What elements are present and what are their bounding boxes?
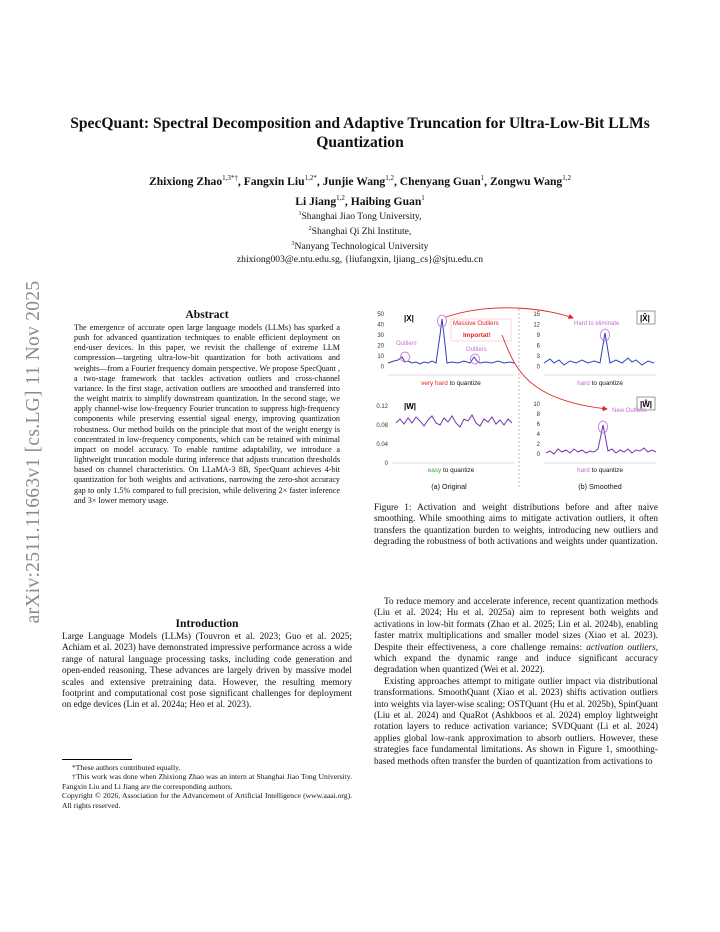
figure-caption: Figure 1: Activation and weight distributions before and after naive smoothing. While smoothing aims to mitigate activation outliers, it often transfers the quantization burden to weights, introducing new outliers and degrading the robustness of both activations and weights under quantization. — [374, 503, 658, 548]
author: Junjie Wang$^{1,2}$ — [322, 174, 394, 188]
author: Zhixiong Zhao$^{1,3*\dagger}$ — [149, 174, 238, 188]
outliers-label: Outliers — [396, 341, 417, 347]
important-label: Importat! — [463, 332, 491, 339]
panel-activation-original — [377, 312, 514, 387]
author: Zongwu Wang$^{1,2}$ — [489, 174, 571, 188]
paper-title: SpecQuant: Spectral Decomposition and Adaptive Truncation for Ultra-Low-Bit LLMs Quantization — [70, 115, 650, 151]
transfer-arrow — [446, 308, 573, 318]
tick-label: 50 — [377, 312, 384, 318]
affiliation: $^2$Shanghai Qi Zhi Institute, — [308, 226, 412, 238]
difficulty-caption: easy to quantize — [427, 467, 475, 474]
affiliation: $^1$Shanghai Jiao Tong University, — [298, 211, 422, 223]
tick-label: 2 — [536, 442, 540, 448]
intro-paragraph-2: To reduce memory and accelerate inference, recent quantization methods (Liu et al. 2024; Hu et al. 2025a) aim to represent both weights and activations in low-bit formats (Zhao et al. 2025; Lin et al. 2024b), enabling faster matrix multiplications and smaller model sizes (Xiao et al. 2023). Despite their effectiveness, a core challenge remains: activation outliers, which expand the dynamic range and induce significant accuracy degradation when quantized (Wei et al. 2022). — [374, 597, 658, 676]
panel-label: |Ŵ| — [640, 400, 653, 409]
tick-label: 0.08 — [376, 423, 388, 429]
difficulty-caption: very hard to quantize — [421, 380, 481, 387]
footnotes — [62, 759, 352, 810]
tick-label: 12 — [533, 322, 540, 329]
tick-label: 20 — [377, 343, 384, 350]
tick-label: 0.04 — [376, 442, 388, 448]
tick-label: 0 — [536, 364, 540, 371]
tick-label: 10 — [377, 354, 384, 360]
arxiv-stamp — [14, 262, 54, 642]
panel-weight-original — [376, 402, 514, 474]
tick-label: 0 — [384, 461, 388, 467]
tick-label: 8 — [536, 412, 540, 418]
weight-line — [396, 415, 512, 427]
intro-paragraph-3: Existing approaches attempt to mitigate outlier impact via distributional transformations. SmoothQuant (Xiao et al. 2023) shifts activation outliers into weights via layer-wise scaling; OSTQuant (Hu et al. 2025b), SpinQuant (Liu et al. 2024) and QuaRot (Ashkboos et al. 2024) employ lightweight rotation layers to reduce activation variance; SVDQuant (Li et al. 2024) applies global low-rank approximation to absorb outliers. However, these strategies face fundamental limitations. As shown in Figure 1, smoothing-based methods often transfer the burden of quantization from activations to — [374, 676, 658, 767]
panel-label: |W| — [404, 402, 417, 411]
emails: zhixiong003@e.ntu.edu.sg, {liufangxin, ljiang_cs}@sjtu.edu.cn — [236, 253, 484, 265]
tick-label: 9 — [536, 333, 540, 339]
activation-line — [544, 333, 654, 365]
x-axis-ticks — [533, 312, 540, 371]
panel-label: |X| — [404, 314, 414, 323]
tick-label: 40 — [377, 322, 384, 329]
footnote: *These authors contributed equally. — [72, 763, 181, 772]
difficulty-caption: hard to quantize — [577, 467, 623, 474]
author: Haibing Guan$^1$ — [350, 193, 425, 208]
author: Fangxin Liu$^{1,2*}$ — [243, 174, 317, 188]
tick-label: 0 — [536, 452, 540, 458]
arxiv-id: arXiv:2511.11663v1 [cs.LG] 11 Nov 2025 — [23, 280, 44, 624]
intro-paragraph-1: Large Language Models (LLMs) (Touvron et al. 2023; Guo et al. 2025; Achiam et al. 2023) have demonstrated impressive performance across a wide range of natural language processing tasks, including code generation and open-ended reasoning. These advances are largely driven by massive model scales and extensive pretraining data. However, the resulting memory footprint and computational cost pose significant challenges for deployment on edge devices (Lin et al. 2024a; Heo et al. 2023). — [62, 632, 352, 711]
footnote-rule — [62, 759, 132, 760]
intro-right-column — [374, 597, 658, 768]
tick-label: 6 — [536, 343, 540, 350]
x-axis-ticks — [533, 402, 540, 458]
subfigure-caption: (a) Original — [431, 482, 467, 491]
new-outliers-label: New Outliers — [612, 408, 647, 414]
outliers-label: Outliers — [466, 347, 487, 353]
panel-weight-smoothed — [533, 397, 656, 474]
affiliation: $^3$Nanyang Technological University — [291, 241, 429, 253]
tick-label: 0.12 — [376, 404, 388, 410]
tick-label: 30 — [377, 333, 384, 339]
difficulty-caption: hard to quantize — [577, 380, 623, 387]
abstract-heading: Abstract — [185, 308, 229, 321]
hard-to-eliminate-label: Hard to eliminate — [574, 321, 620, 327]
abstract-text: The emergence of accurate open large language models (LLMs) has sparked a push for advanced quantization techniques to enable efficient deployment on end-user devices. In this paper, we revisit the challenge of extreme LLM compression—targeting ultra-low-bit quantization for both activations and weights—from a Fourier frequency domain perspective. We propose SpecQuant , a two-stage framework that tackles activation outliers and cross-channel variance. In the first stage, activation outliers are smoothed and transferred into the weight matrix to simplify downstream quantization. In the second stage, we apply channel-wise low-frequency Fourier truncation to suppress high-frequency components while preserving essential signal energy, improving quantization robustness. Our method builds on the principle that most of the weight energy is concentrated in low-frequency components, which can be retained with minimal impact on model accuracy. To enable runtime adaptability, we introduce a lightweight truncation module during inference that adjusts truncation thresholds based on channel characteristics. On LLaMA-3 8B, SpecQuant achieves 4-bit quantization for both weights and activations, narrowing the zero-shot accuracy gap to only 1.5% compared to full precision, while delivering 2× faster inference and 3× lower memory usage. — [74, 323, 340, 505]
tick-label: 15 — [533, 312, 540, 318]
transfer-arrow — [502, 335, 607, 409]
x-axis-ticks — [377, 312, 384, 371]
affiliations — [60, 208, 660, 266]
figure-1 — [374, 305, 658, 495]
tick-label: 10 — [533, 402, 540, 408]
panel-label: |X̂| — [640, 314, 650, 323]
author: Chenyang Guan$^1$ — [399, 174, 485, 188]
massive-outliers-label: Massive Outliers — [453, 320, 499, 327]
tick-label: 6 — [536, 422, 540, 428]
footnote: †This work was done when Zhixiong Zhao was an intern at Shanghai Jiao Tong University. Fangxin Liu and Li Jiang are the corresponding authors. — [62, 772, 352, 791]
panel-activation-smoothed — [533, 311, 656, 387]
author-list: Zhixiong Zhao$^{1,3*\dagger}$, Fangxin Liu$^{1,2*}$, Junjie Wang$^{1,2}$, Chenyang Guan$^1$, Zongwu Wang$^{1,2}$ Li Jiang$^{1,2}$, Haibing Guan$^1$ — [149, 174, 571, 208]
tick-label: 4 — [536, 432, 540, 438]
weight-line — [546, 425, 656, 454]
subfigure-caption: (b) Smoothed — [578, 482, 622, 491]
tick-label: 0 — [380, 364, 384, 371]
author: Li Jiang$^{1,2}$ — [295, 193, 345, 208]
x-axis-ticks — [376, 404, 388, 467]
intro-heading: Introduction — [175, 617, 239, 630]
tick-label: 3 — [536, 354, 540, 360]
copyright: Copyright © 2026, Association for the Advancement of Artificial Intelligence (www.aaai.org). All rights reserved. — [62, 791, 352, 810]
